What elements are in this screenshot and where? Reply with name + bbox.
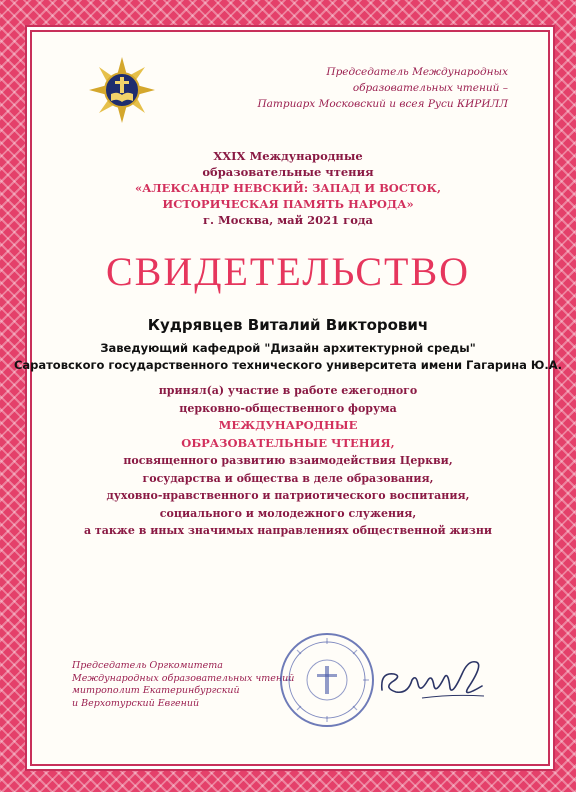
recipient-name: Кудрявцев Виталий Викторович: [147, 316, 429, 334]
event-line5: г. Москва, май 2021 года: [202, 213, 374, 227]
handwritten-signature: [372, 650, 492, 710]
body-line5: посвященного развитию взаимодействия Церкви,: [123, 454, 453, 467]
body-line3: МЕЖДУНАРОДНЫЕ: [218, 418, 358, 432]
recipient-position-line2: Саратовского государственного технического университета имени Гагарина Ю.А.: [13, 358, 563, 372]
patriarch-caption-line2: образовательных чтений –: [352, 82, 508, 94]
body-line6: государства и общества в деле образования,: [142, 471, 434, 485]
event-heading: [0, 148, 576, 228]
patriarch-caption-line3: Патриарх Московский и всея Руси КИРИЛЛ: [257, 98, 508, 110]
event-line2: образовательные чтения: [202, 165, 374, 179]
patriarch-caption-line1: Председатель Международных: [326, 66, 508, 78]
recipient-position: [0, 340, 576, 374]
recipient-position-line1: Заведующий кафедрой "Дизайн архитектурной среды": [100, 341, 476, 355]
readings-emblem-logo: [88, 56, 156, 124]
organizer-caption-line2: Международных образовательных чтений: [72, 672, 295, 684]
body-line4: ОБРАЗОВАТЕЛЬНЫЕ ЧТЕНИЯ,: [181, 435, 395, 450]
organizer-caption: [72, 660, 302, 710]
certificate-title: СВИДЕТЕЛЬСТВО: [105, 249, 471, 294]
body-line9: а также в иных значимых направлениях общественной жизни: [83, 524, 493, 537]
body-line7: духовно-нравственного и патриотического воспитания,: [106, 489, 470, 502]
organizer-caption-line1: Председатель Оргкомитета: [72, 660, 223, 671]
organizer-caption-line3: митрополит Екатеринбургский: [72, 685, 240, 696]
event-line1: XXIX Международные: [213, 149, 363, 163]
body-line1: принял(а) участие в работе ежегодного: [158, 384, 418, 397]
organizer-caption-line4: и Верхотурский Евгений: [72, 697, 200, 709]
patriarch-caption: [230, 64, 508, 112]
event-line3: «АЛЕКСАНДР НЕВСКИЙ: ЗАПАД И ВОСТОК,: [134, 181, 442, 195]
official-seal-stamp: [277, 630, 377, 730]
body-line2: церковно-общественного форума: [179, 401, 397, 415]
certificate-body: [0, 382, 576, 540]
event-line4: ИСТОРИЧЕСКАЯ ПАМЯТЬ НАРОДА»: [162, 197, 414, 211]
body-line8: социального и молодежного служения,: [159, 506, 417, 520]
